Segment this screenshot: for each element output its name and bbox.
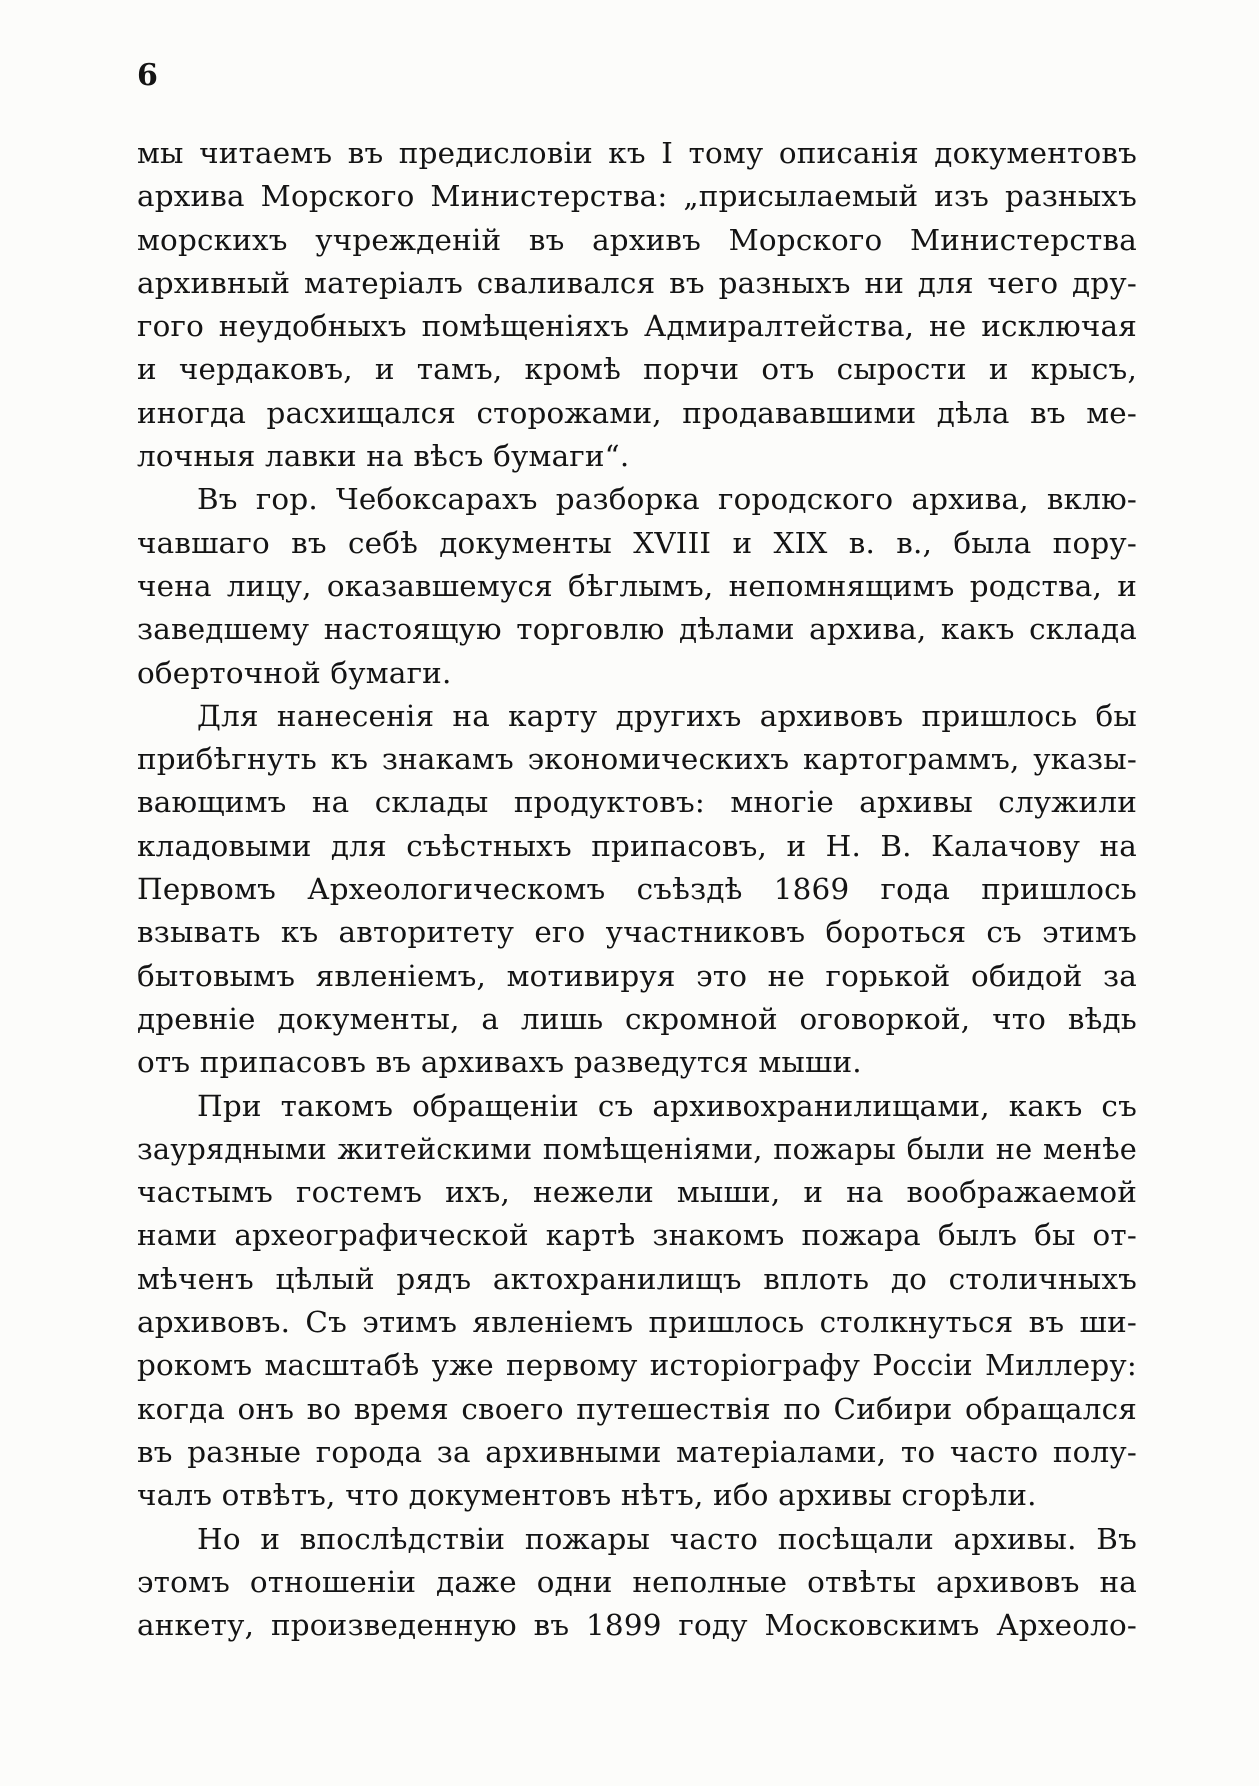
text-line: гого неудобныхъ помѣщенiяхъ Адмиралтейства, не исключая [137, 309, 1137, 344]
text-line: Въ гор. Чебоксарахъ разборка городского архива, вклю- [197, 482, 1137, 517]
text-line: анкету, произведенную въ 1899 году Московскимъ Археоло- [137, 1608, 1137, 1643]
text-line: и чердаковъ, и тамъ, кромѣ порчи отъ сырости и крысъ, [137, 352, 1137, 387]
text-line: мы читаемъ въ предисловiи къ I тому описанiя документовъ [137, 136, 1137, 170]
text-line: чалъ отвѣтъ, что документовъ нѣтъ, ибо архивы сгорѣли. [137, 1478, 1037, 1513]
text-line: При такомъ обращенiи съ архивохранилищами, какъ съ [197, 1088, 1137, 1123]
page-text [137, 132, 1137, 1647]
text-line: архивный матерiалъ сваливался въ разныхъ ни для чего дру- [137, 265, 1137, 300]
text-line: частымъ гостемъ ихъ, нежели мыши, и на воображаемой [137, 1175, 1137, 1210]
text-line: вающимъ на склады продуктовъ: многiе архивы служили [137, 785, 1137, 820]
text-line: этомъ отношенiи даже одни неполные отвѣты архивовъ на [137, 1564, 1137, 1599]
text-line: Первомъ Археологическомъ съѣздѣ 1869 года пришлось [137, 872, 1137, 907]
text-line: въ разные города за архивными матерiалами, то часто полу- [137, 1434, 1137, 1469]
text-line: прибѣгнуть къ знакамъ экономическихъ картограммъ, указы- [137, 742, 1137, 777]
text-line: рокомъ масштабѣ уже первому исторiографу Россiи Миллеру: [137, 1348, 1137, 1383]
text-line: лочныя лавки на вѣсъ бумаги“. [137, 439, 630, 474]
text-line: отъ припасовъ въ архивахъ разведутся мыши. [137, 1045, 862, 1080]
text-line: оберточной бумаги. [137, 655, 452, 690]
text-line: архива Морского Министерства: „присылаемый изъ разныхъ [137, 179, 1137, 214]
text-line: иногда расхищался сторожами, продававшими дѣла въ ме- [137, 395, 1137, 430]
text-line: морскихъ учрежденiй въ архивъ Морского Министерства [137, 222, 1137, 257]
text-line: Но и впослѣдствiи пожары часто посѣщали архивы. Въ [197, 1521, 1137, 1556]
text-line: чена лицу, оказавшемуся бѣглымъ, непомнящимъ родства, и [137, 568, 1137, 603]
text-line: бытовымъ явленiемъ, мотивируя это не горькой обидой за [137, 958, 1137, 993]
text-line: взывать къ авторитету его участниковъ бороться съ этимъ [137, 915, 1137, 950]
text-line: кладовыми для съѣстныхъ припасовъ, и Н. В. Калачову на [137, 828, 1137, 863]
page-number: 6 [137, 58, 158, 93]
text-line: мѣченъ цѣлый рядъ актохранилищъ вплоть до столичныхъ [137, 1261, 1137, 1296]
text-line: заведшему настоящую торговлю дѣлами архива, какъ склада [137, 612, 1137, 647]
text-line: чавшаго въ себѣ документы XVIII и XIX в. в., была пору- [137, 525, 1137, 560]
text-line: заурядными житейскими помѣщенiями, пожары были не менѣе [137, 1131, 1137, 1166]
text-line: нами археографической картѣ знакомъ пожара былъ бы от- [137, 1218, 1137, 1253]
text-line: Для нанесенiя на карту другихъ архивовъ пришлось бы [197, 698, 1137, 733]
text-line: древнiе документы, а лишь скромной оговоркой, что вѣдь [137, 1001, 1137, 1036]
text-line: когда онъ во время своего путешествiя по Сибири обращался [137, 1391, 1137, 1426]
text-line: архивовъ. Съ этимъ явленiемъ пришлось столкнуться въ ши- [137, 1305, 1137, 1340]
